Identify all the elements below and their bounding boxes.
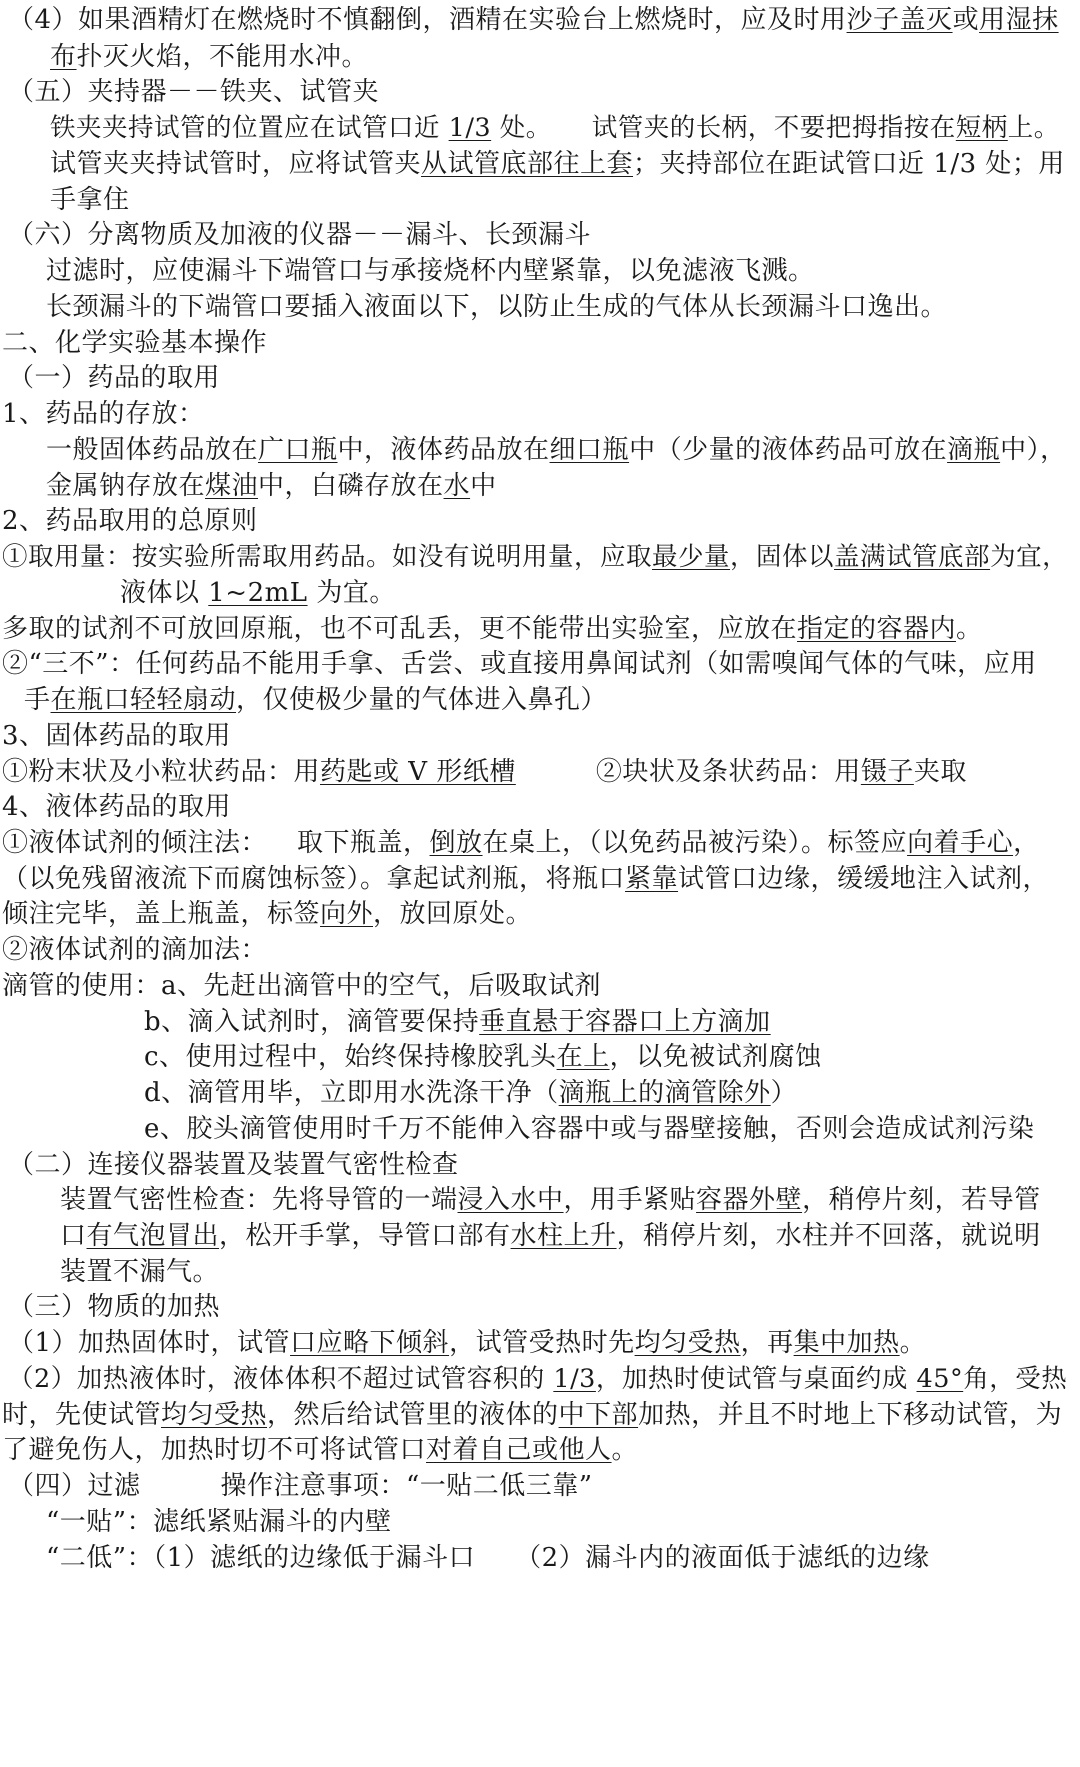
text-segment: 手 — [24, 685, 51, 715]
text-line — [8, 358, 220, 398]
text-segment: 。 — [956, 614, 983, 644]
underlined-answer: 向着手心 — [907, 828, 1014, 858]
text-line — [8, 1323, 926, 1363]
text-segment: （一）药品的取用 — [8, 363, 221, 393]
text-line — [2, 930, 267, 970]
underlined-answer: 有气泡冒出 — [86, 1221, 220, 1251]
text-segment: 操作注意事项：“一贴二低三靠” — [220, 1471, 593, 1501]
text-line — [120, 573, 396, 613]
text-segment: 。 — [899, 1328, 927, 1358]
text-segment: b、滴入试剂时，滴管要保持 — [144, 1007, 480, 1037]
text-line — [8, 1466, 593, 1506]
text-segment: 2、药品取用的总原则 — [2, 506, 258, 536]
underlined-answer: 最少量 — [652, 542, 731, 572]
text-line — [144, 1073, 797, 1113]
text-line — [8, 1359, 1067, 1399]
text-segment: e、胶头滴管使用时千万不能伸入容器中或与器壁接触，否则会造成试剂污染 — [144, 1114, 1035, 1144]
text-segment: 4、液体药品的取用 — [2, 792, 232, 822]
text-line — [50, 144, 1065, 184]
text-line — [8, 72, 379, 112]
underlined-answer: 布 — [50, 42, 77, 72]
text-line — [46, 251, 815, 291]
text-line — [46, 287, 947, 327]
text-segment: ，稍停片刻，水柱并不回落，就说明 — [616, 1221, 1041, 1251]
text-segment: ，放回原处。 — [373, 899, 533, 929]
text-segment: （4）如果酒精灯在燃烧时不慎翻倒，酒精在实验台上燃烧时，应及时用 — [8, 5, 847, 35]
text-segment: 中（少量的液体药品可放在 — [629, 435, 948, 465]
text-line — [8, 1145, 459, 1185]
text-segment: 装置不漏气。 — [60, 1257, 220, 1287]
underlined-answer: 细口瓶 — [549, 435, 630, 465]
text-segment: ，然后给试管里的液体的 — [267, 1400, 559, 1430]
underlined-answer: 45° — [916, 1364, 964, 1394]
text-segment: 为宜。 — [307, 578, 396, 608]
text-segment: 铁夹夹持试管的位置应在试管口近 — [50, 113, 449, 143]
text-line — [60, 1180, 1041, 1220]
text-segment: ，再 — [740, 1328, 794, 1358]
text-line — [46, 430, 1067, 470]
text-segment: 中，液体药品放在 — [337, 435, 550, 465]
underlined-answer: 中下部 — [558, 1400, 639, 1430]
text-line — [24, 680, 607, 720]
text-segment: 3、固体药品的取用 — [2, 721, 232, 751]
text-segment: （四）过滤 — [8, 1471, 141, 1501]
text-line — [60, 1252, 219, 1292]
text-segment: 1、药品的存放： — [2, 399, 205, 429]
text-segment: 装置气密性检查：先将导管的一端 — [60, 1185, 458, 1215]
text-segment: ， — [1013, 828, 1040, 858]
text-line — [2, 644, 1037, 684]
underlined-answer: 广口瓶 — [258, 435, 338, 465]
underlined-answer: 药匙或 V 形纸槽 — [320, 757, 516, 787]
underlined-answer: 口应略下倾斜 — [290, 1328, 450, 1358]
text-line — [2, 501, 258, 541]
text-segment: 为宜， — [990, 542, 1069, 572]
text-line — [2, 894, 532, 934]
text-segment: 多取的试剂不可放回原瓶，也不可乱丢，更不能带出实验室，应放在 — [2, 614, 798, 644]
text-segment: （1）加热固体时，试管 — [8, 1328, 291, 1358]
text-segment: 手拿住 — [50, 185, 130, 215]
text-segment: “二低”：（1）滤纸的边缘低于漏斗口 — [46, 1543, 476, 1573]
underlined-answer: 1/3 — [553, 1364, 596, 1394]
text-line — [8, 215, 591, 255]
underlined-answer: 滴瓶 — [947, 435, 1001, 465]
text-segment: 。 — [611, 1435, 639, 1465]
text-segment: 金属钠存放在 — [46, 471, 206, 501]
text-segment: 过滤时，应使漏斗下端管口与承接烧杯内壁紧靠，以免滤液飞溅。 — [46, 256, 815, 286]
underlined-answer: 沙子盖灭 — [846, 5, 953, 35]
text-segment: 夹取 — [913, 757, 967, 787]
text-segment: ，松开手掌，导管口部有 — [219, 1221, 511, 1251]
text-line — [50, 37, 368, 77]
text-segment: ，固体以 — [730, 542, 835, 572]
text-segment: ②“三不”：任何药品不能用手拿、舌尝、或直接用鼻闻试剂（如需嗅闻气体的气味，应用 — [2, 649, 1037, 679]
underlined-answer: 从试管底部往上套 — [421, 149, 634, 179]
text-line — [46, 1538, 930, 1578]
text-segment: ；夹持部位在距试管口近 1/3 处；用 — [633, 149, 1065, 179]
underlined-answer: 紧靠 — [625, 864, 679, 894]
text-segment: “一贴”：滤纸紧贴漏斗的内壁 — [46, 1507, 392, 1537]
underlined-answer: 均匀受热 — [161, 1400, 268, 1430]
text-segment: ，以免被试剂腐蚀 — [609, 1042, 822, 1072]
text-line — [2, 323, 267, 363]
text-line — [46, 1502, 392, 1542]
text-line — [2, 1430, 638, 1470]
text-segment: 在桌上，（以免药品被污染）。标签应 — [482, 828, 908, 858]
text-segment: 液体以 — [120, 578, 209, 608]
text-line — [2, 394, 205, 434]
underlined-answer: 指定的容器内 — [797, 614, 957, 644]
text-line — [2, 823, 1040, 863]
text-segment: ，试管受热时先 — [449, 1328, 635, 1358]
text-segment: （以免残留液流下而腐蚀标签）。拿起试剂瓶，将瓶口 — [2, 864, 626, 894]
text-line — [144, 1037, 822, 1077]
text-segment: 口 — [60, 1221, 87, 1251]
text-segment: ，仅使极少量的气体进入鼻孔） — [236, 685, 608, 715]
text-segment: 滴管的使用：a、先赶出滴管中的空气，后吸取试剂 — [2, 971, 602, 1001]
text-segment: 中 — [470, 471, 497, 501]
underlined-answer: 用湿抹 — [979, 5, 1059, 35]
text-segment: 扑灭火焰，不能用水冲。 — [76, 42, 369, 72]
text-line — [2, 537, 1068, 577]
text-segment: （五）夹持器－－铁夹、试管夹 — [8, 77, 380, 107]
text-line — [50, 180, 130, 220]
text-line — [144, 1002, 771, 1042]
text-segment: ②液体试剂的滴加法： — [2, 935, 268, 965]
text-line — [46, 466, 497, 506]
underlined-answer: 煤油 — [205, 471, 259, 501]
text-segment: 长颈漏斗的下端管口要插入液面以下，以防止生成的气体从长颈漏斗口逸出。 — [46, 292, 948, 322]
text-segment: c、使用过程中，始终保持橡胶乳头 — [144, 1042, 557, 1072]
underlined-answer: 均匀受热 — [634, 1328, 741, 1358]
underlined-answer: 盖满试管底部 — [834, 542, 991, 572]
text-line — [144, 1109, 1034, 1149]
text-segment: ①液体试剂的倾注法： — [2, 828, 268, 858]
underlined-answer: 向外 — [320, 899, 374, 929]
text-segment: 上。 — [1007, 113, 1060, 143]
underlined-answer: 垂直悬于容器口上方滴加 — [479, 1007, 771, 1037]
text-line — [2, 966, 601, 1006]
underlined-answer: 1~2mL — [208, 578, 308, 608]
text-segment: （六）分离物质及加液的仪器－－漏斗、长颈漏斗 — [8, 220, 592, 250]
underlined-answer: 容器外壁 — [696, 1185, 803, 1215]
text-segment: 或 — [952, 5, 980, 35]
text-segment: 加热，并且不时地上下移动试管，为 — [638, 1400, 1063, 1430]
text-segment: 中，白磷存放在 — [258, 471, 444, 501]
underlined-answer: 水柱上升 — [510, 1221, 617, 1251]
text-line — [60, 1216, 1041, 1256]
text-segment: ①取用量：按实验所需取用药品。如没有说明用量，应取 — [2, 542, 653, 572]
text-line — [2, 609, 983, 649]
text-line — [2, 1395, 1062, 1435]
text-segment: 一般固体药品放在 — [46, 435, 259, 465]
underlined-answer: 1/3 — [448, 113, 492, 143]
text-segment: ，加热时使试管与桌面约成 — [595, 1364, 917, 1394]
text-segment: （二）连接仪器装置及装置气密性检查 — [8, 1150, 459, 1180]
underlined-answer: 水 — [443, 471, 471, 501]
text-segment: 二、化学实验基本操作 — [2, 328, 268, 358]
text-segment: 试管夹的长柄，不要把拇指按在 — [591, 113, 956, 143]
underlined-answer: 浸入水中 — [457, 1185, 564, 1215]
text-segment: 处。 — [491, 113, 552, 143]
text-segment: 倾注完毕，盖上瓶盖，标签 — [2, 899, 321, 929]
text-segment: （2）加热液体时，液体体积不超过试管容积的 — [8, 1364, 554, 1394]
text-segment: 时，先使试管 — [2, 1400, 162, 1430]
text-line — [2, 752, 967, 792]
text-line — [2, 787, 231, 827]
underlined-answer: 镊子 — [860, 757, 914, 787]
underlined-answer: 在瓶口轻轻扇动 — [50, 685, 237, 715]
underlined-answer: 倒放 — [429, 828, 483, 858]
text-segment: ，稍停片刻，若导管 — [802, 1185, 1041, 1215]
text-segment: ） — [770, 1078, 798, 1108]
text-segment: 试管夹夹持试管时，应将试管夹 — [50, 149, 422, 179]
underlined-answer: 在上 — [556, 1042, 610, 1072]
text-line — [8, 1287, 220, 1327]
underlined-answer: 短柄 — [955, 113, 1008, 143]
text-segment: 试管口边缘，缓缓地注入试剂， — [678, 864, 1050, 894]
text-segment: d、滴管用毕，立即用水洗涤干净（ — [144, 1078, 559, 1108]
text-segment: （三）物质的加热 — [8, 1292, 221, 1322]
text-segment: （2）漏斗内的液面低于滤纸的边缘 — [515, 1543, 930, 1573]
text-segment: ②块状及条状药品：用 — [595, 757, 861, 787]
text-line — [2, 716, 231, 756]
text-line — [50, 108, 1060, 148]
text-segment: ，用手紧贴 — [563, 1185, 697, 1215]
underlined-answer: 对着自己或他人 — [426, 1435, 612, 1465]
text-segment: 角，受热 — [963, 1364, 1068, 1394]
text-segment: 取下瓶盖， — [297, 828, 430, 858]
underlined-answer: 集中加热 — [793, 1328, 900, 1358]
text-segment: 中）， — [1000, 435, 1067, 465]
text-segment: 了避免伤人，加热时切不可将试管口 — [2, 1435, 427, 1465]
text-line — [8, 0, 1059, 40]
text-line — [2, 859, 1049, 899]
text-segment: ①粉末状及小粒状药品：用 — [2, 757, 321, 787]
underlined-answer: 滴瓶上的滴管除外 — [558, 1078, 771, 1108]
